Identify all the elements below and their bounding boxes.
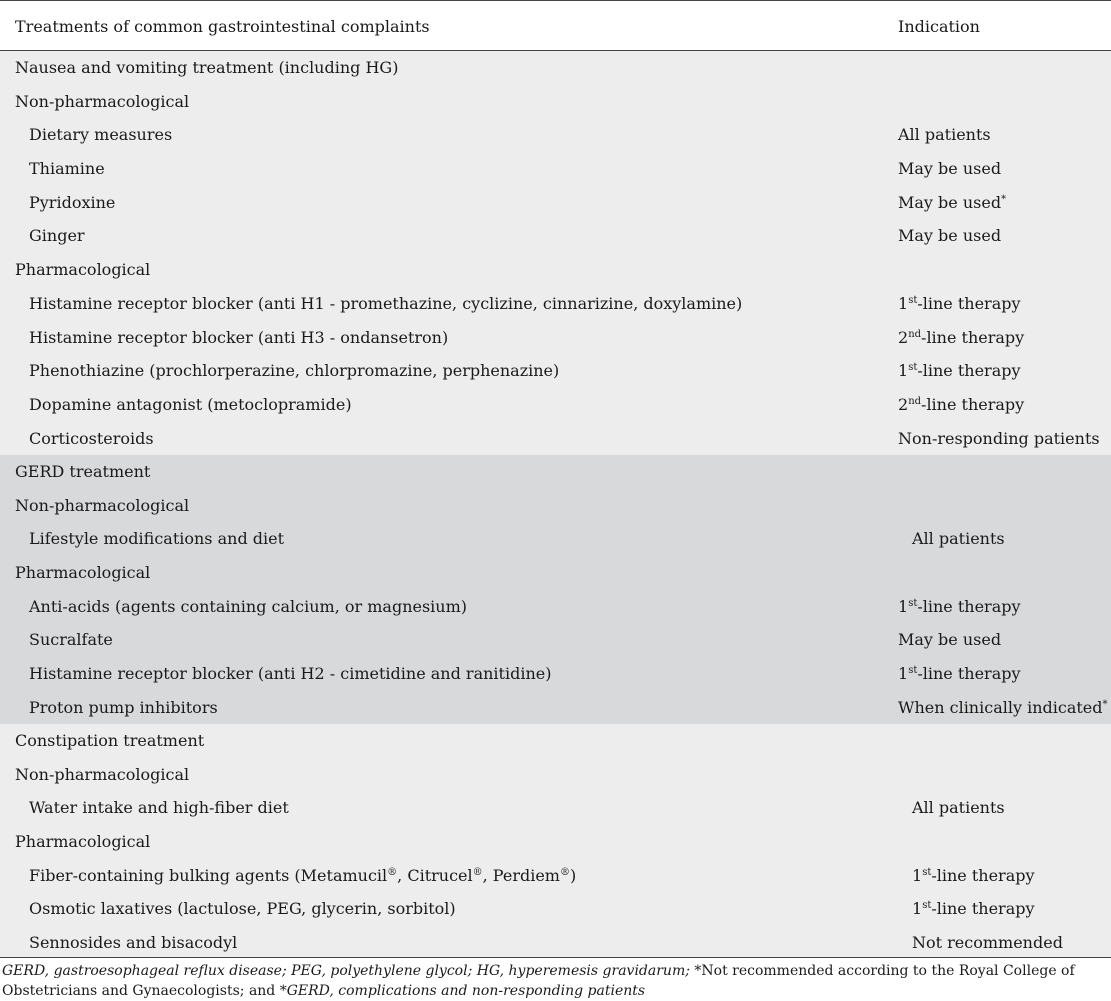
text-run: 2 [898,394,909,414]
table-row [0,522,1111,556]
indication-cell [898,354,1021,388]
table-row [0,51,1111,85]
indication-cell [898,118,991,152]
text-run: -line therapy [917,361,1021,381]
treatment-name: Histamine receptor blocker (anti H1 - promethazine, cyclizine, cinnarizine, doxylamine) [29,293,743,313]
text-run: , Citrucel [397,865,473,885]
superscript: ® [387,866,398,878]
text-run: May be used [898,226,1002,246]
indication-cell [898,152,1001,186]
table-row [0,354,1111,388]
treatment-name: Anti-acids (agents containing calcium, or magnesium) [29,596,468,616]
table-row [0,791,1111,825]
superscript: st [922,900,932,912]
section-heading: Nausea and vomiting treatment (including HG) [15,58,399,77]
treatment-name: Pyridoxine [29,192,116,212]
indication-cell [898,219,1001,253]
text-run: May be used [898,630,1002,650]
text-run: 1 [912,899,923,919]
table-row [0,657,1111,691]
section-heading: Constipation treatment [15,731,205,750]
bottom-rule [0,957,1111,958]
superscript: nd [908,395,922,407]
text-run: May be used [898,192,1002,212]
text-run: , Perdiem [482,865,560,885]
section-gerd [0,455,1111,724]
table-row [0,219,1111,253]
superscript: st [908,665,918,677]
table-row [0,321,1111,355]
table-row [0,455,1111,489]
header-indication: Indication [898,17,980,36]
table-row [0,85,1111,119]
table-row [0,287,1111,321]
text-run: All patients [912,529,1005,549]
treatment-name: Water intake and high-fiber diet [29,798,289,818]
text-run: 1 [912,865,923,885]
table-row [0,758,1111,792]
subgroup-heading: Non-pharmacological [15,764,190,784]
table-row [0,556,1111,590]
text-run: -line therapy [931,865,1035,885]
superscript: nd [908,328,922,340]
superscript: ® [472,866,483,878]
superscript: ® [559,866,570,878]
indication-cell [912,892,1035,926]
text-run: -line therapy [917,596,1021,616]
text-run: -line therapy [921,327,1025,347]
subgroup-heading: Non-pharmacological [15,91,190,111]
indication-cell [912,926,1063,960]
indication-cell [898,657,1021,691]
superscript: st [922,866,932,878]
table-row [0,186,1111,220]
superscript: * [1102,698,1108,710]
table-row [0,691,1111,725]
treatment-name: Dietary measures [29,125,173,145]
indication-cell [912,859,1035,893]
text-run: Fiber-containing bulking agents (Metamucil [29,865,388,885]
table-row [0,892,1111,926]
header-treatment: Treatments of common gastrointestinal complaints [15,17,430,36]
text-run: -line therapy [931,899,1035,919]
table-row [0,388,1111,422]
text-run: -line therapy [921,394,1025,414]
treatment-name: Histamine receptor blocker (anti H2 - cimetidine and ranitidine) [29,664,552,684]
treatment-name: Dopamine antagonist (metoclopramide) [29,394,352,414]
text-run: All patients [898,125,991,145]
table-row [0,623,1111,657]
subgroup-heading: Pharmacological [15,832,151,852]
section-nausea-vomiting [0,51,1111,455]
indication-cell [898,287,1021,321]
indication-cell [898,186,1006,220]
indication-cell [912,522,1005,556]
superscript: st [908,597,918,609]
indication-cell [898,691,1108,725]
indication-cell [898,388,1024,422]
table-row [0,253,1111,287]
treatment-name: Phenothiazine (prochlorperazine, chlorpromazine, perphenazine) [29,361,560,381]
treatment-name: Ginger [29,226,85,246]
text-run: 1 [898,293,909,313]
table-footnote [2,961,1102,1001]
table-row [0,926,1111,960]
subgroup-heading: Non-pharmacological [15,495,190,515]
treatment-name: Osmotic laxatives (lactulose, PEG, glycerin, sorbitol) [29,899,456,919]
section-heading: GERD treatment [15,462,151,481]
subgroup-heading: Pharmacological [15,563,151,583]
superscript: st [908,362,918,374]
text-run: 1 [898,361,909,381]
indication-cell [898,623,1001,657]
indication-cell [898,590,1021,624]
text-run: GERD, gastroesophageal reflux disease; PEG, polyethylene glycol; HG, hyperemesis gravidarum; [2,963,690,979]
text-run: ) [569,865,577,885]
indication-cell [898,321,1024,355]
table-row [0,825,1111,859]
section-constipation [0,724,1111,957]
treatment-name: Corticosteroids [29,428,154,448]
treatment-name: Thiamine [29,159,105,179]
text-run: May be used [898,159,1002,179]
table-row [0,590,1111,624]
table-row [0,859,1111,893]
superscript: * [1001,193,1007,205]
treatment-name: Histamine receptor blocker (anti H3 - ondansetron) [29,327,449,347]
treatment-name [29,859,576,893]
superscript: st [908,294,918,306]
text-run: 2 [898,327,909,347]
table-row [0,118,1111,152]
text-run: 1 [898,664,909,684]
text-run: -line therapy [917,664,1021,684]
text-run: All patients [912,798,1005,818]
treatment-name: Sennosides and bisacodyl [29,933,238,953]
text-run: GERD, complications and non-responding patients [286,983,646,999]
text-run: When clinically indicated [898,697,1103,717]
treatment-name: Lifestyle modifications and diet [29,529,285,549]
table-row [0,724,1111,758]
text-run: Not recommended [912,933,1063,953]
table-row [0,152,1111,186]
subgroup-heading: Pharmacological [15,260,151,280]
table-row [0,422,1111,456]
treatment-name: Sucralfate [29,630,113,650]
table-row [0,489,1111,523]
treatment-name: Proton pump inhibitors [29,697,218,717]
indication-cell [898,422,1100,456]
text-run: *Not recommended according to the Royal College of Obstetricians and Gynaecologists; and * [2,963,1075,999]
text-run: Non-responding patients [898,428,1100,448]
text-run: 1 [898,596,909,616]
table-header [0,1,1111,51]
text-run: -line therapy [917,293,1021,313]
indication-cell [912,791,1005,825]
